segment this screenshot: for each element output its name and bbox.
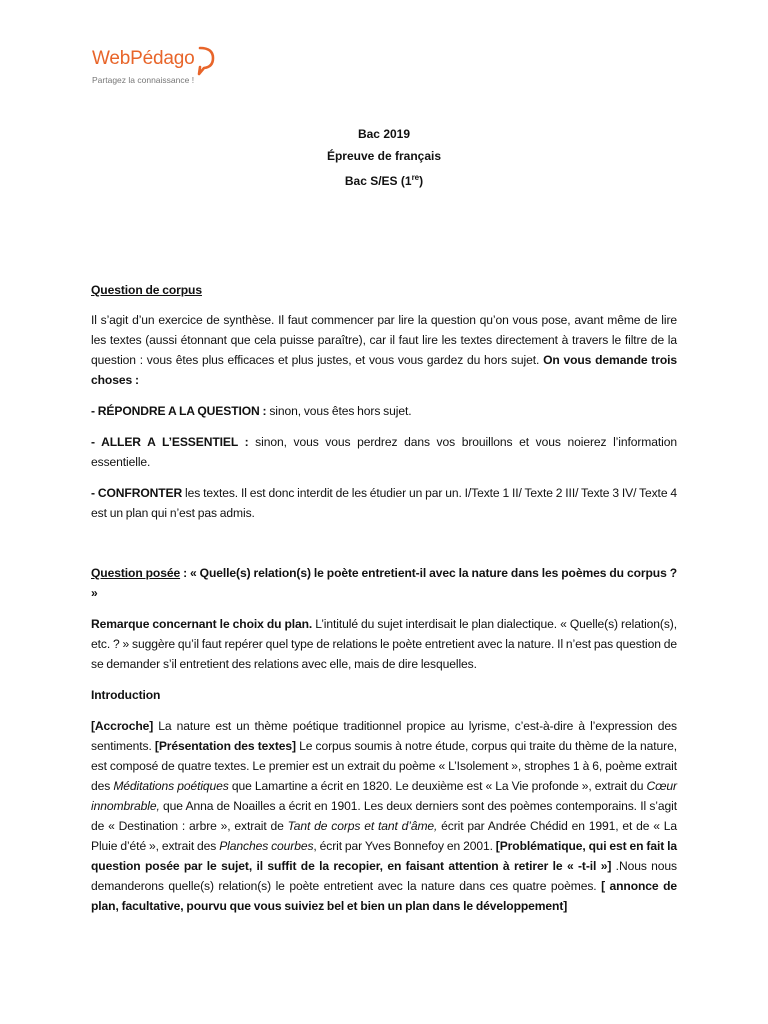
exam-series: Bac S/ES (1re) (344, 173, 424, 188)
corpus-paragraph: Il s’agit d’un exercice de synthèse. Il faut commencer par lire la question qu’on vous pose, avant même de lire les textes (aussi étonnant que cela puisse paraître), car il faut lire les textes directement à travers le filtre de la question : vous êtes plus efficaces et plus justes, et vous vous gardez du hors sujet. On vous demande trois choses : (91, 313, 678, 387)
instruction-item: - RÉPONDRE A LA QUESTION : sinon, vous êtes hors sujet. (91, 404, 412, 418)
document-body (91, 280, 677, 916)
introduction-heading: Introduction (91, 688, 161, 702)
webpedago-logo[interactable] (92, 44, 222, 94)
exam-year: Bac 2019 (357, 127, 411, 141)
plan-remark: Remarque concernant le choix du plan. L’intitulé du sujet interdisait le plan dialectique. « Quelle(s) relation(s), etc. ? » suggère qu’il faut repérer quel type de relations le poète entretient avec la nature. Il n’est pas question de se demander s’il entretient des relations avec elle, mais de dire lesquelles. (91, 617, 677, 671)
corpus-heading: Question de corpus (91, 283, 202, 297)
logo-tagline: Partagez la connaissance ! (92, 75, 195, 85)
question-posee: Question posée : « Quelle(s) relation(s) le poète entretient-il avec la nature dans les poèmes du corpus ? » (91, 566, 677, 600)
exam-header (0, 123, 768, 192)
speech-bubble-icon (196, 46, 216, 76)
instruction-item: - CONFRONTER les textes. Il est donc interdit de les étudier un par un. I/Texte 1 II/ Texte 2 III/ Texte 3 IV/ Texte 4 est un plan qui n’est pas admis. (91, 486, 677, 520)
logo-name: WebPédago (92, 48, 195, 69)
instruction-item: - ALLER A L’ESSENTIEL : sinon, vous vous perdrez dans vos brouillons et vous noierez l’information essentielle. (91, 435, 677, 469)
exam-subject: Épreuve de français (326, 149, 442, 163)
introduction-paragraph: [Accroche] La nature est un thème poétique traditionnel propice au lyrisme, c’est-à-dire à l’expression des sentiments. [Présentation des textes] Le corpus soumis à notre étude, corpus qui traite du thème de la nature, est composé de quatre textes. Le premier est un extrait du poème « L’Isolement », strophes 1 à 6, poème extrait des Méditations poétiques que Lamartine a écrit en 1820. Le deuxième est « La Vie profonde », extrait du Cœur innombrable, que Anna de Noailles a écrit en 1901. Les deux derniers sont des poèmes contemporains. Il s’agit de « Destination : arbre », extrait de Tant de corps et tant d’âme, écrit par Andrée Chédid en 1991, et de « La Pluie d’été », extrait des Planches courbes, écrit par Yves Bonnefoy en 2001. [Problématique, qui est en fait la question posée par le sujet, il suffit de la recopier, en faisant attention à retirer le « -t-il »] .Nous nous demanderons quelle(s) relation(s) le poète entretient avec la nature dans ces quatre poèmes. [ annonce de plan, facultative, pourvu que vous suiviez bel et bien un plan dans le développement] (91, 719, 678, 913)
